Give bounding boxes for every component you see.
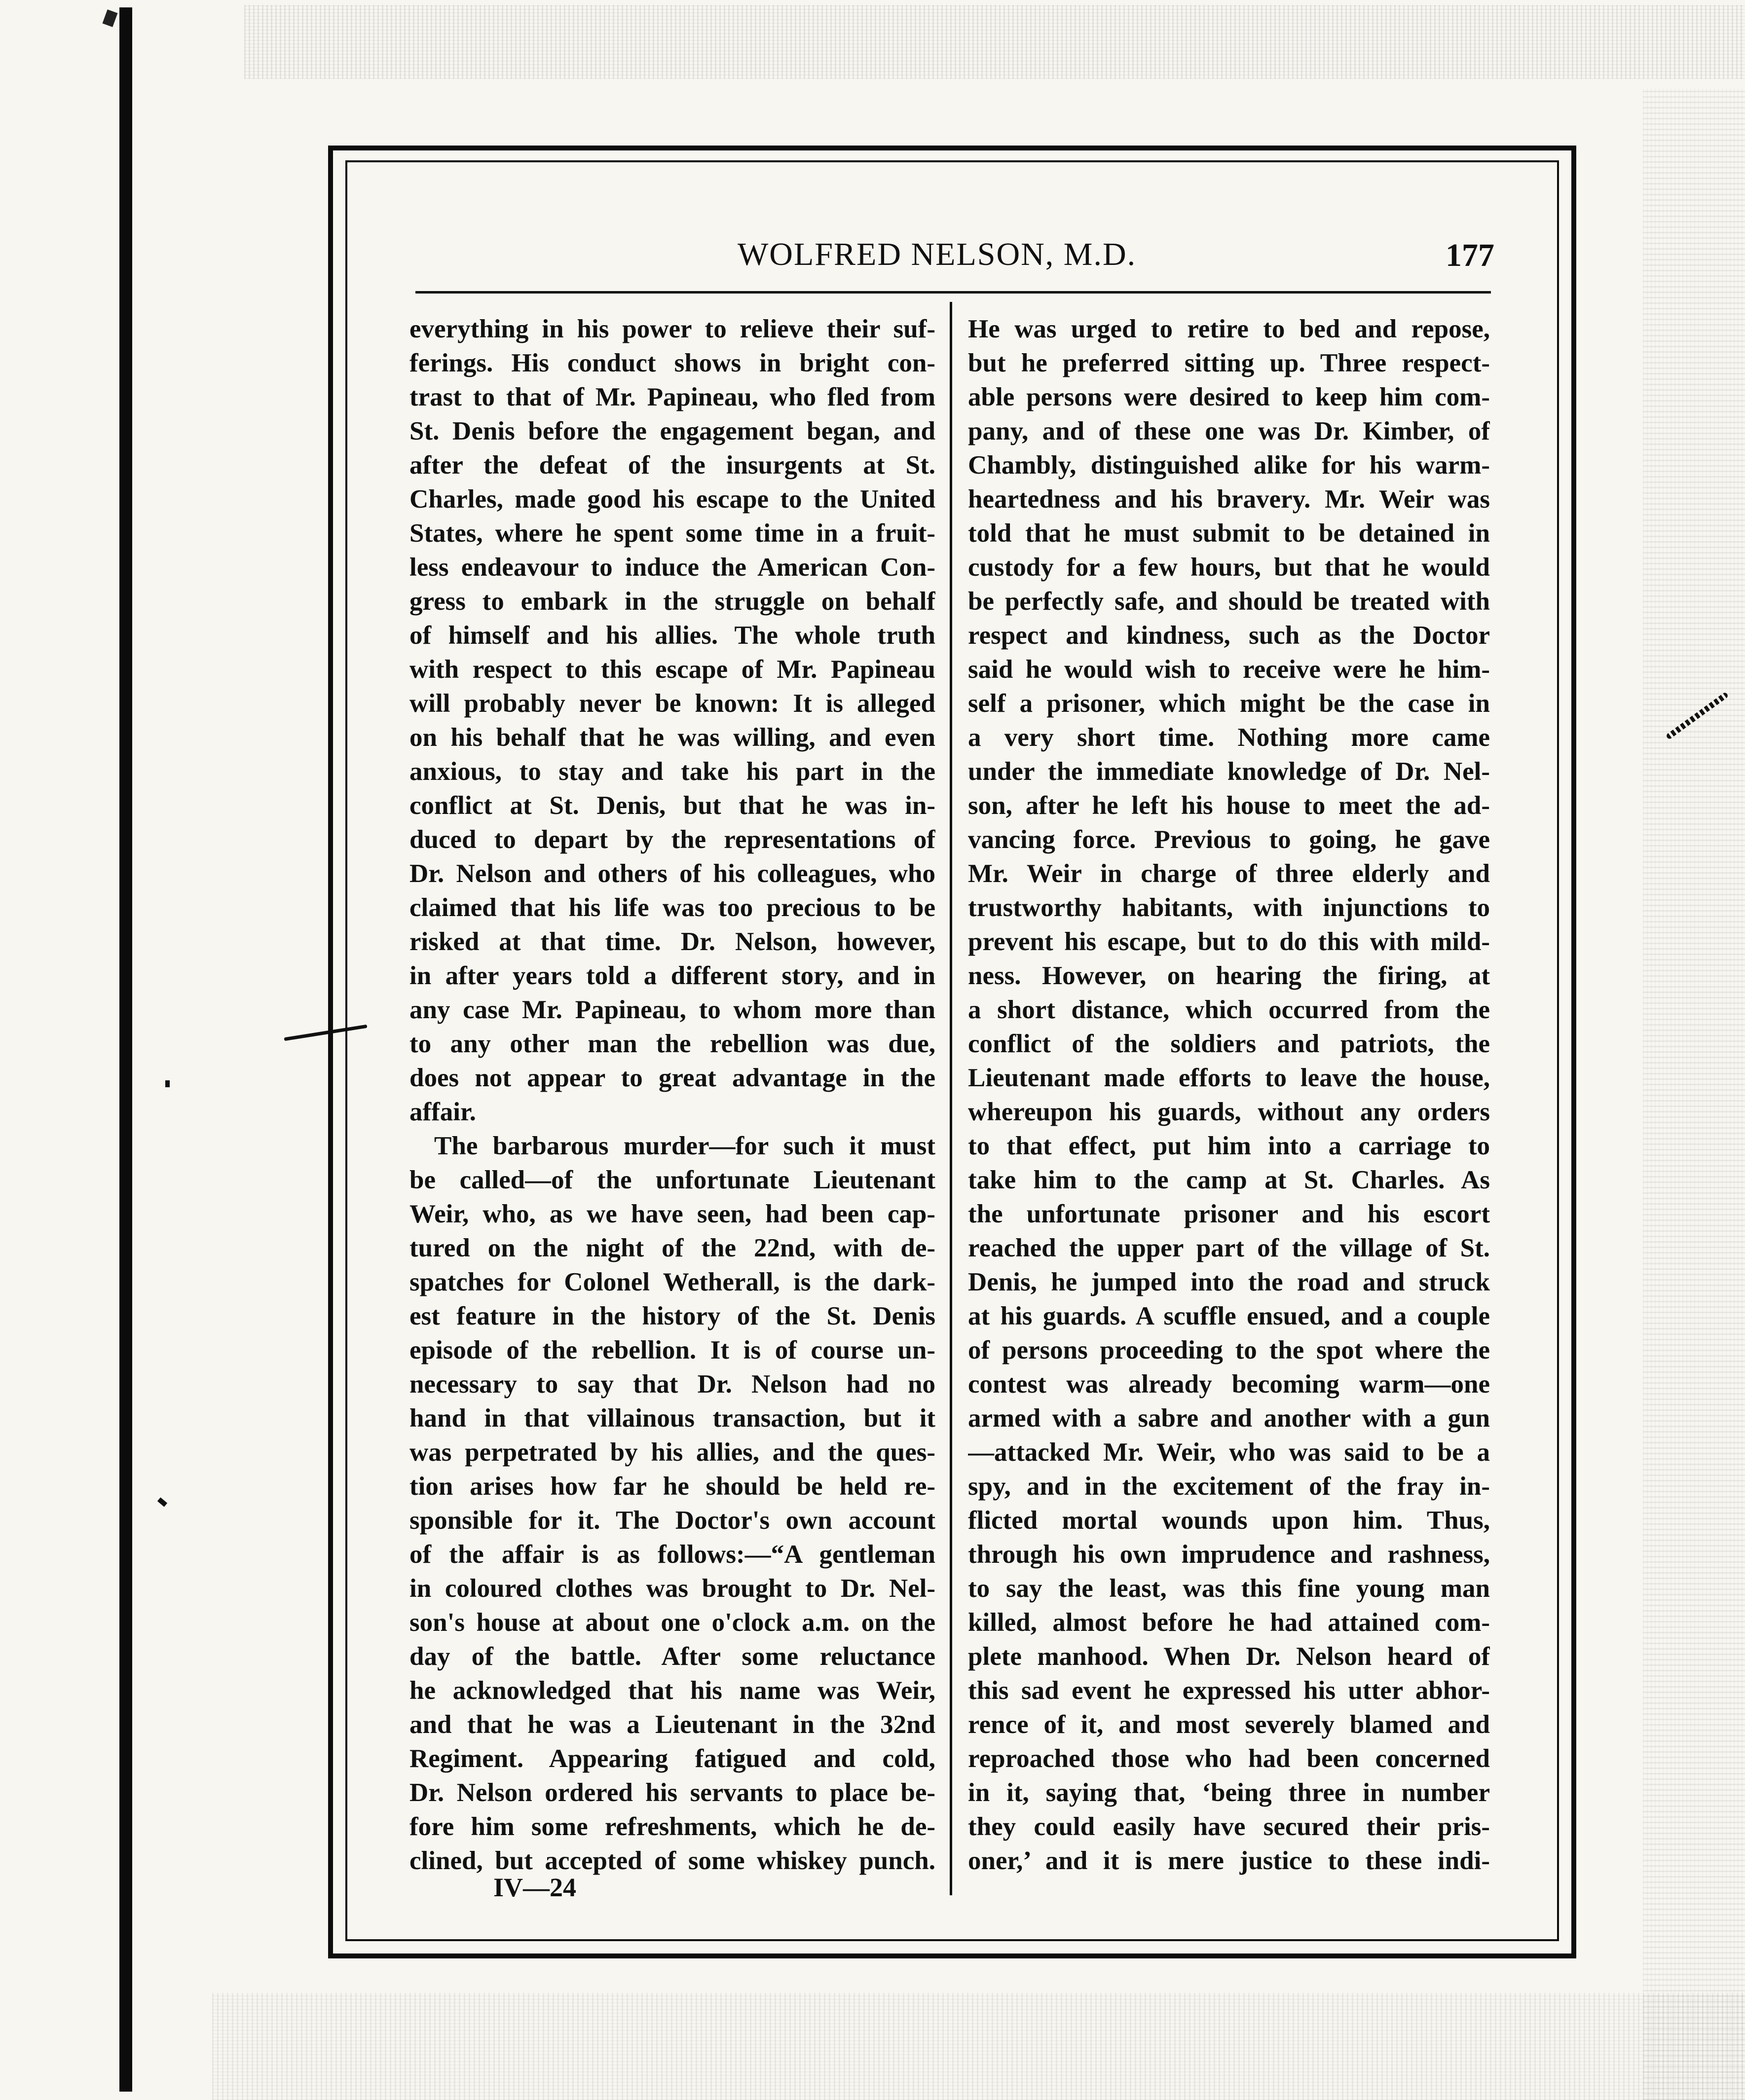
text-line: son, after he left his house to meet the ad- [968,791,1490,820]
signature-mark: IV—24 [493,1873,577,1902]
text-line: necessary to say that Dr. Nelson had no [409,1370,935,1399]
text-line: anxious, to stay and take his part in the [409,757,935,786]
text-line: after the defeat of the insurgents at St. [409,451,935,479]
text-line: told that he must submit to be detained in [968,519,1490,548]
scan-noise-bottom [212,1993,1745,2100]
text-line: spy, and in the excitement of the fray in- [968,1472,1490,1501]
text-line: conflict at St. Denis, but that he was in- [409,791,935,820]
text-line: any case Mr. Papineau, to whom more than [409,995,935,1024]
text-line: he acknowledged that his name was Weir, [409,1676,935,1705]
text-line: conflict of the soldiers and patriots, the [968,1030,1490,1058]
column-rule [950,302,952,1895]
text-line: gress to embark in the struggle on behalf [409,587,935,616]
text-line: of persons proceeding to the spot where the [968,1336,1490,1364]
text-line: a very short time. Nothing more came [968,723,1490,752]
text-line: contest was already becoming warm—one [968,1370,1490,1399]
text-line: The barbarous murder—for such it must [434,1132,935,1160]
text-line: pany, and of these one was Dr. Kimber, of [968,417,1490,445]
text-line: ferings. His conduct shows in bright con- [409,349,935,377]
text-line: affair. [409,1098,476,1126]
running-head: WOLFRED NELSON, M.D. [738,236,1137,272]
text-line: Dr. Nelson ordered his servants to place be- [409,1778,935,1807]
text-line: —attacked Mr. Weir, who was said to be a [968,1438,1490,1467]
text-line: He was urged to retire to bed and repose, [968,315,1490,343]
text-line: est feature in the history of the St. Denis [409,1302,935,1330]
right-column [968,312,1490,1878]
text-line: Dr. Nelson and others of his colleagues, who [409,859,935,888]
text-line: risked at that time. Dr. Nelson, however, [409,927,935,956]
text-line: son's house at about one o'clock a.m. on the [409,1608,935,1637]
text-line: trast to that of Mr. Papineau, who fled from [409,383,935,411]
text-line: flicted mortal wounds upon him. Thus, [968,1506,1490,1535]
text-line: the unfortunate prisoner and his escort [968,1200,1490,1228]
text-line: killed, almost before he had attained com- [968,1608,1490,1637]
text-line: a short distance, which occurred from the [968,995,1490,1024]
text-line: prevent his escape, but to do this with mild- [968,927,1490,956]
text-line: of himself and his allies. The whole truth [409,621,935,650]
text-line: was perpetrated by his allies, and the ques- [409,1438,935,1467]
text-line: States, where he spent some time in a fruit- [409,519,935,548]
text-line: and that he was a Lieutenant in the 32nd [409,1710,935,1739]
text-line: duced to depart by the representations of [409,825,935,854]
text-line: whereupon his guards, without any orders [968,1098,1490,1126]
scan-noise-top [244,5,1745,79]
text-line: they could easily have secured their pris- [968,1812,1490,1841]
text-line: to that effect, put him into a carriage to [968,1132,1490,1160]
text-line: in after years told a different story, and in [409,961,935,990]
text-line: at his guards. A scuffle ensued, and a couple [968,1302,1490,1330]
text-line: ness. However, on hearing the firing, at [968,961,1490,990]
text-line: clined, but accepted of some whiskey punch. [409,1846,935,1875]
text-line: heartedness and his bravery. Mr. Weir was [968,485,1490,514]
text-line: able persons were desired to keep him com- [968,383,1490,411]
text-line: Mr. Weir in charge of three elderly and [968,859,1490,888]
text-line: less endeavour to induce the American Con- [409,553,935,582]
margin-speck [165,1080,170,1087]
text-line: tion arises how far he should be held re- [409,1472,935,1501]
text-line: respect and kindness, such as the Doctor [968,621,1490,650]
text-line: spatches for Colonel Wetherall, is the dark- [409,1268,935,1296]
text-line: Denis, he jumped into the road and struck [968,1268,1490,1296]
text-line: on his behalf that he was willing, and even [409,723,935,752]
text-line: day of the battle. After some reluctance [409,1642,935,1671]
text-line: sponsible for it. The Doctor's own account [409,1506,935,1535]
text-line: oner,’ and it is mere justice to these indi- [968,1846,1490,1875]
page-number: 177 [1446,237,1494,273]
binding-edge [119,7,132,2092]
text-line: will probably never be known: It is alleged [409,689,935,718]
text-line: does not appear to great advantage in the [409,1064,935,1092]
text-line: rence of it, and most severely blamed and [968,1710,1490,1739]
text-line: said he would wish to receive were he him- [968,655,1490,684]
text-line: plete manhood. When Dr. Nelson heard of [968,1642,1490,1671]
binding-mark [103,9,118,27]
text-line: hand in that villainous transaction, but it [409,1404,935,1433]
text-line: through his own imprudence and rashness, [968,1540,1490,1569]
text-line: be perfectly safe, and should be treated with [968,587,1490,616]
margin-speck [157,1497,167,1507]
text-line: custody for a few hours, but that he would [968,553,1490,582]
text-line: this sad event he expressed his utter abhor- [968,1676,1490,1705]
text-line: Chambly, distinguished alike for his warm- [968,451,1490,479]
text-line: Weir, who, as we have seen, had been cap- [409,1200,935,1228]
left-column [409,312,935,1878]
header-rule [415,291,1491,294]
text-line: with respect to this escape of Mr. Papineau [409,655,935,684]
text-line: Charles, made good his escape to the United [409,485,935,514]
text-line: episode of the rebellion. It is of course un- [409,1336,935,1364]
text-line: vancing force. Previous to going, he gave [968,825,1490,854]
text-line: in it, saying that, ‘being three in number [968,1778,1490,1807]
text-line: claimed that his life was too precious to be [409,893,935,922]
text-line: but he preferred sitting up. Three respect- [968,349,1490,377]
text-line: self a prisoner, which might be the case in [968,689,1490,718]
text-line: of the affair is as follows:—“A gentleman [409,1540,935,1569]
text-line: reproached those who had been concerned [968,1744,1490,1773]
text-line: armed with a sabre and another with a gun [968,1404,1490,1433]
text-line: under the immediate knowledge of Dr. Nel- [968,757,1490,786]
text-line: trustworthy habitants, with injunctions to [968,893,1490,922]
text-line: reached the upper part of the village of St. [968,1234,1490,1262]
text-line: to any other man the rebellion was due, [409,1030,935,1058]
text-line: to say the least, was this fine young man [968,1574,1490,1603]
text-line: in coloured clothes was brought to Dr. Nel- [409,1574,935,1603]
text-line: take him to the camp at St. Charles. As [968,1166,1490,1194]
text-line: St. Denis before the engagement began, and [409,417,935,445]
text-line: Lieutenant made efforts to leave the house, [968,1064,1490,1092]
text-line: be called—of the unfortunate Lieutenant [409,1166,935,1194]
text-line: everything in his power to relieve their suf- [409,315,935,343]
text-line: tured on the night of the 22nd, with de- [409,1234,935,1262]
text-line: fore him some refreshments, which he de- [409,1812,935,1841]
text-line: Regiment. Appearing fatigued and cold, [409,1744,935,1773]
scan-noise-right [1643,89,1745,2100]
